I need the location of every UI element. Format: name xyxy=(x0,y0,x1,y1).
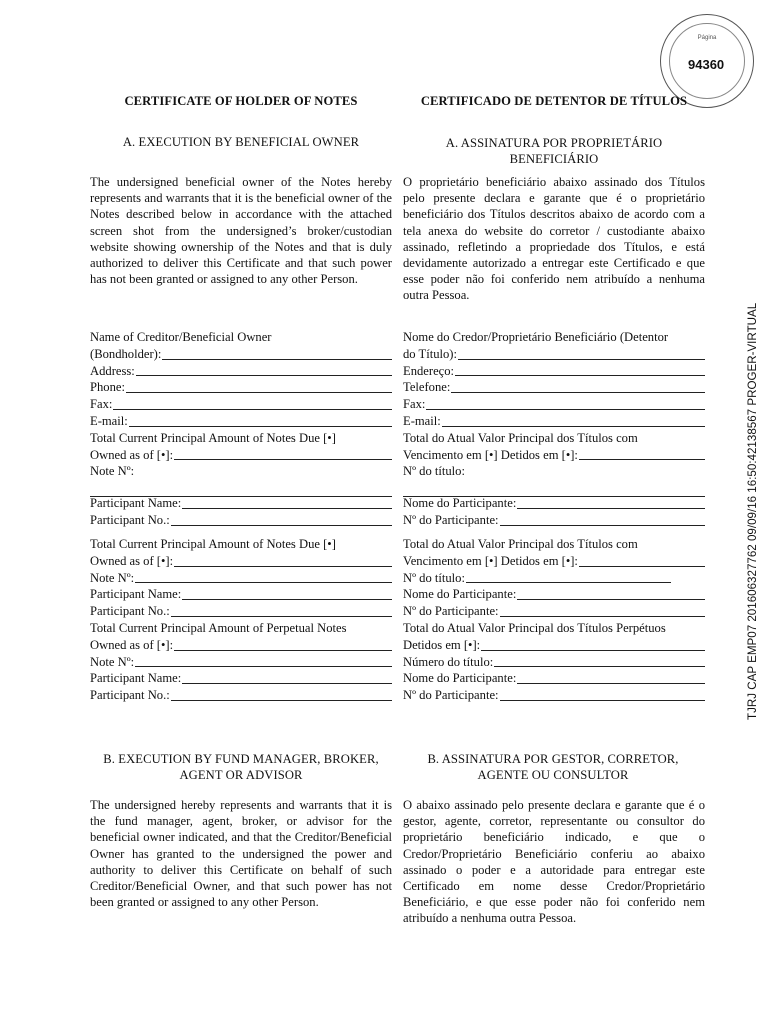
stamp-page-label: Página xyxy=(697,35,717,41)
left-participant-name-label: Participant Name: xyxy=(90,496,182,510)
left-name-label: Name of Creditor/Beneficial Owner xyxy=(90,330,272,344)
right-participant-name-label: Nome do Participante: xyxy=(403,496,517,510)
left-note3-label: Note Nº: xyxy=(90,654,135,669)
right-total2-label: Total do Atual Valor Principal dos Títulos com xyxy=(403,537,638,551)
left-total2-label: Total Current Principal Amount of Notes Due [•] xyxy=(90,537,336,551)
left-pno2-label: Participant No.: xyxy=(90,604,170,619)
left-note3-line[interactable] xyxy=(135,654,392,667)
right-section-b-heading xyxy=(400,751,706,783)
left-section-b-line2: AGENT OR ADVISOR xyxy=(179,768,303,782)
left-participant-no-label: Participant No.: xyxy=(90,512,170,527)
right-note2-label: Nº do título: xyxy=(403,570,465,585)
right-pno2-row[interactable] xyxy=(403,603,705,620)
left-owned3-label: Owned as of [•]: xyxy=(90,637,174,652)
left-participant-name-row[interactable] xyxy=(90,495,392,512)
left-pno2-line[interactable] xyxy=(171,604,392,617)
left-section-a-paragraph: The undersigned beneficial owner of the Notes hereby represents and warrants that it is the beneficial owner of the Notes described below in accordance with the attached screen shot from the undersigned’s broker/custodian website showing ownership of the Notes and that is duly authorized to deliver this Certificate and that such power has not been granted or assigned to any other Person. xyxy=(90,175,392,287)
left-fax-line[interactable] xyxy=(113,397,392,410)
right-pno2-line[interactable] xyxy=(500,604,705,617)
left-address-label: Address: xyxy=(90,363,135,378)
right-owned-row[interactable] xyxy=(403,447,705,464)
right-fields-amounts xyxy=(403,536,705,704)
left-participant-name-line[interactable] xyxy=(182,496,392,509)
left-fax-label: Fax: xyxy=(90,397,113,412)
right-participant-name-row[interactable] xyxy=(403,495,705,512)
left-owned-line[interactable] xyxy=(174,447,392,460)
left-owned3-row[interactable] xyxy=(90,637,392,654)
left-phone-line[interactable] xyxy=(126,380,392,393)
right-bondholder-row[interactable] xyxy=(403,346,705,363)
left-owned2-line[interactable] xyxy=(174,554,392,567)
right-pname3-row[interactable] xyxy=(403,670,705,687)
right-fields-participant xyxy=(403,495,705,529)
right-note3-label: Número do título: xyxy=(403,654,494,669)
left-pname2-label: Participant Name: xyxy=(90,587,182,602)
left-pno3-row[interactable] xyxy=(90,687,392,704)
right-email-row[interactable] xyxy=(403,413,705,430)
left-bondholder-line[interactable] xyxy=(162,347,392,360)
left-address-row[interactable] xyxy=(90,363,392,380)
right-pname3-label: Nome do Participante: xyxy=(403,671,517,686)
right-pno3-row[interactable] xyxy=(403,687,705,704)
right-email-label: E-mail: xyxy=(403,413,441,428)
right-owned3-label: Detidos em [•]: xyxy=(403,637,481,652)
right-section-a-heading xyxy=(403,135,705,167)
left-bondholder-row[interactable] xyxy=(90,346,392,363)
left-bondholder-label: (Bondholder): xyxy=(90,346,162,361)
left-email-label: E-mail: xyxy=(90,413,128,428)
left-participant-no-line[interactable] xyxy=(171,513,392,526)
right-participant-name-line[interactable] xyxy=(517,496,705,509)
left-fields-amounts xyxy=(90,536,392,704)
right-section-a-line1: A. ASSINATURA POR PROPRIETÁRIO xyxy=(445,136,663,150)
right-note-row[interactable] xyxy=(403,463,705,480)
right-fields-creditor xyxy=(403,329,705,497)
left-fields-participant xyxy=(90,495,392,529)
left-note2-line[interactable] xyxy=(135,570,392,583)
right-section-b-line1: B. ASSINATURA POR GESTOR, CORRETOR, xyxy=(427,752,679,766)
left-owned3-line[interactable] xyxy=(174,638,392,651)
right-owned2-label: Vencimento em [•] Detidos em [•]: xyxy=(403,553,578,568)
right-pname2-row[interactable] xyxy=(403,586,705,603)
left-title: CERTIFICATE OF HOLDER OF NOTES xyxy=(124,94,358,108)
right-pno3-line[interactable] xyxy=(500,688,705,701)
right-bondholder-label: do Título): xyxy=(403,346,457,361)
right-participant-no-row[interactable] xyxy=(403,512,705,529)
left-email-line[interactable] xyxy=(129,414,392,427)
stamp-page-number: 94360 xyxy=(688,57,725,72)
right-note2-row[interactable] xyxy=(403,570,705,587)
left-section-a-heading: A. EXECUTION BY BENEFICIAL OWNER xyxy=(122,135,360,149)
right-fax-label: Fax: xyxy=(403,397,426,412)
right-pname3-line[interactable] xyxy=(517,671,705,684)
left-pname3-line[interactable] xyxy=(182,671,392,684)
right-pname2-label: Nome do Participante: xyxy=(403,587,517,602)
left-note-label: Note Nº: xyxy=(90,464,135,479)
right-email-line[interactable] xyxy=(442,414,705,427)
right-owned-label: Vencimento em [•] Detidos em [•]: xyxy=(403,447,578,462)
left-participant-no-row[interactable] xyxy=(90,512,392,529)
right-name-label: Nome do Credor/Proprietário Beneficiário (Detentor xyxy=(403,330,669,344)
left-pname3-row[interactable] xyxy=(90,670,392,687)
left-section-b-paragraph: The undersigned hereby represents and warrants that it is the fund manager, agent, broker, or advisor for the beneficial owner indicated, and that the Creditor/Beneficial Owner has granted to the undersigned the power and authority to deliver this Certificate on behalf of such Creditor/Beneficial Owner, and that such power has not been granted or assigned to any other Person. xyxy=(90,798,392,910)
right-participant-no-label: Nº do Participante: xyxy=(403,512,499,527)
left-phone-row[interactable] xyxy=(90,379,392,396)
right-address-label: Endereço: xyxy=(403,363,455,378)
right-section-b-line2: AGENTE OU CONSULTOR xyxy=(477,768,629,782)
right-owned3-line[interactable] xyxy=(481,638,705,651)
right-pno3-label: Nº do Participante: xyxy=(403,688,499,703)
right-owned3-row[interactable] xyxy=(403,637,705,654)
right-owned-line[interactable] xyxy=(579,447,705,460)
left-note2-label: Note Nº: xyxy=(90,570,135,585)
right-bondholder-line[interactable] xyxy=(458,347,705,360)
right-address-line[interactable] xyxy=(455,363,705,376)
left-pname3-label: Participant Name: xyxy=(90,671,182,686)
right-phone-line[interactable] xyxy=(451,380,705,393)
right-pno2-label: Nº do Participante: xyxy=(403,604,499,619)
right-section-a-line2: BENEFICIÁRIO xyxy=(509,152,599,166)
left-owned-row[interactable] xyxy=(90,447,392,464)
left-pname2-row[interactable] xyxy=(90,586,392,603)
right-fax-line[interactable] xyxy=(426,397,705,410)
right-note2-line[interactable] xyxy=(466,570,671,583)
right-section-b-paragraph: O abaixo assinado pelo presente declara e garante que é o gestor, agente, corretor, representante ou consultor do proprietário beneficiário indicado, e que o Credor/Proprietário Beneficiário conferiu ao abaixo assinado o poder e a autoridade para entregar este Certificado em nome desse Credor/Proprietário Beneficiário, e que esse poder não foi conferido nem atribuído a nenhuma outra Pessoa. xyxy=(403,798,705,926)
right-section-a-paragraph: O proprietário beneficiário abaixo assinado dos Títulos pelo presente declara e garante que é o proprietário beneficiário dos Títulos descritos abaixo de acordo com a tela anexa do website do corretor / custodiante abaixo assinado, refletindo a propriedade dos Títulos, e está devidamente autorizado a entregar este Certificado e que esse poder não foi conferido nem atribuído a nenhuma outra Pessoa. xyxy=(403,175,705,303)
left-section-b-line1: B. EXECUTION BY FUND MANAGER, BROKER, xyxy=(103,752,379,766)
right-title: CERTIFICADO DE DETENTOR DE TÍTULOS xyxy=(420,94,688,108)
left-fields-creditor xyxy=(90,329,392,497)
right-perpetual-label: Total do Atual Valor Principal dos Títulos Perpétuos xyxy=(403,620,666,635)
left-pno3-line[interactable] xyxy=(171,688,392,701)
left-pno3-label: Participant No.: xyxy=(90,688,170,703)
right-note3-line[interactable] xyxy=(494,654,705,667)
right-owned2-row[interactable] xyxy=(403,553,705,570)
left-note3-row[interactable] xyxy=(90,654,392,671)
left-note2-row[interactable] xyxy=(90,570,392,587)
left-fax-row[interactable] xyxy=(90,396,392,413)
left-total-label: Total Current Principal Amount of Notes Due [•] xyxy=(90,430,336,445)
left-owned-label: Owned as of [•]: xyxy=(90,447,174,462)
right-fax-row[interactable] xyxy=(403,396,705,413)
right-participant-no-line[interactable] xyxy=(500,513,705,526)
side-protocol-text: TJRJ CAP EMP07 201606327762 09/09/16 16:50:42138567 PROGER-VIRTUAL xyxy=(746,302,759,720)
left-pname2-line[interactable] xyxy=(182,587,392,600)
right-pname2-line[interactable] xyxy=(517,587,705,600)
left-owned2-row[interactable] xyxy=(90,553,392,570)
left-perpetual-label: Total Current Principal Amount of Perpetual Notes xyxy=(90,620,347,635)
right-phone-row[interactable] xyxy=(403,379,705,396)
right-address-row[interactable] xyxy=(403,363,705,380)
right-phone-label: Telefone: xyxy=(403,380,451,395)
right-note-label: Nº do título: xyxy=(403,464,465,479)
right-note3-row[interactable] xyxy=(403,654,705,671)
left-section-b-heading xyxy=(86,751,396,783)
left-phone-label: Phone: xyxy=(90,380,125,395)
left-owned2-label: Owned as of [•]: xyxy=(90,553,174,568)
left-email-row[interactable] xyxy=(90,413,392,430)
right-owned2-line[interactable] xyxy=(579,554,705,567)
right-total-label: Total do Atual Valor Principal dos Títulos com xyxy=(403,430,638,445)
left-address-line[interactable] xyxy=(136,363,392,376)
left-pno2-row[interactable] xyxy=(90,603,392,620)
